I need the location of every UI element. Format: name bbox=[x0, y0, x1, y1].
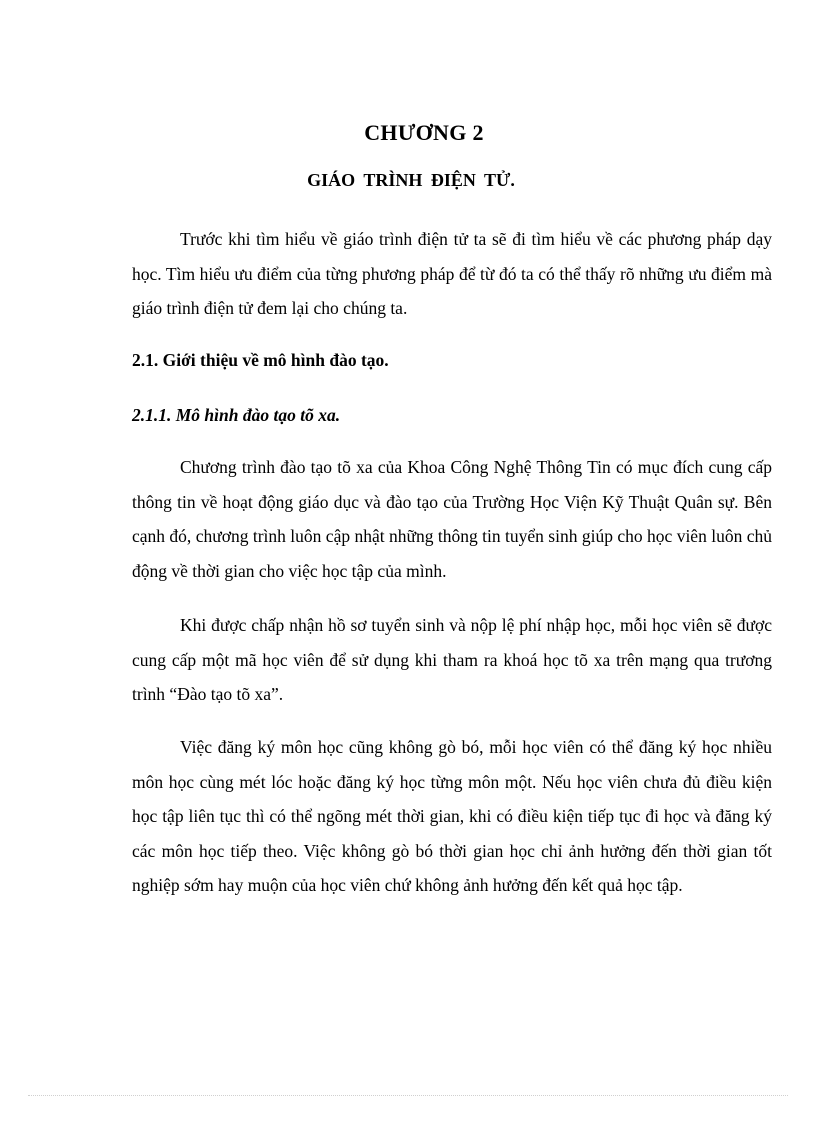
chapter-title: GIÁO TRÌNH ĐIỆN TỬ. bbox=[307, 170, 515, 190]
chapter-number: CHƯƠNG 2 bbox=[364, 120, 484, 145]
body-paragraph: Khi được chấp nhận hồ sơ tuyển sinh và nộp lệ phí nhập học, mỗi học viên sẽ được cung cấp một mã học viên để sử dụng khi tham ra khoá học tõ xa trên mạng qua trương trình “Đào tạo tõ xa”. bbox=[132, 615, 772, 704]
section-heading: 2.1. Giới thiệu về mô hình đào tạo. bbox=[132, 350, 389, 370]
intro-paragraph: Trước khi tìm hiểu về giáo trình điện tử ta sẽ đi tìm hiểu về các phương pháp dạy học. Tìm hiểu ưu điểm của từng phương pháp để từ đó ta có thể thấy rõ những ưu điểm mà giáo trình điện tử đem lại cho chúng ta. bbox=[132, 229, 772, 318]
body-paragraph: Chương trình đào tạo tõ xa của Khoa Công Nghệ Thông Tin có mục đích cung cấp thông tin về hoạt động giáo dục và đào tạo của Trường Học Viện Kỹ Thuật Quân sự. Bên cạnh đó, chương trình luôn cập nhật những thông tin tuyển sinh giúp cho học viên luôn chủ động về thời gian cho việc học tập của mình. bbox=[132, 457, 772, 581]
page-bottom-divider bbox=[28, 1095, 788, 1096]
subsection-heading: 2.1.1. Mô hình đào tạo tõ xa. bbox=[132, 405, 341, 425]
body-paragraph: Việc đăng ký môn học cũng không gò bó, mỗi học viên có thể đăng ký học nhiều môn học cùng mét lóc hoặc đăng ký học từng môn một. Nếu học viên chưa đủ điều kiện học tập liên tục thì có thể ngõng mét thời gian, khi có điều kiện tiếp tục đi học và đăng ký các môn học tiếp theo. Việc không gò bó thời gian học chỉ ảnh hưởng đến thời gian tốt nghiệp sớm hay muộn của học viên chứ không ảnh hưởng đến kết quả học tập. bbox=[132, 737, 772, 895]
